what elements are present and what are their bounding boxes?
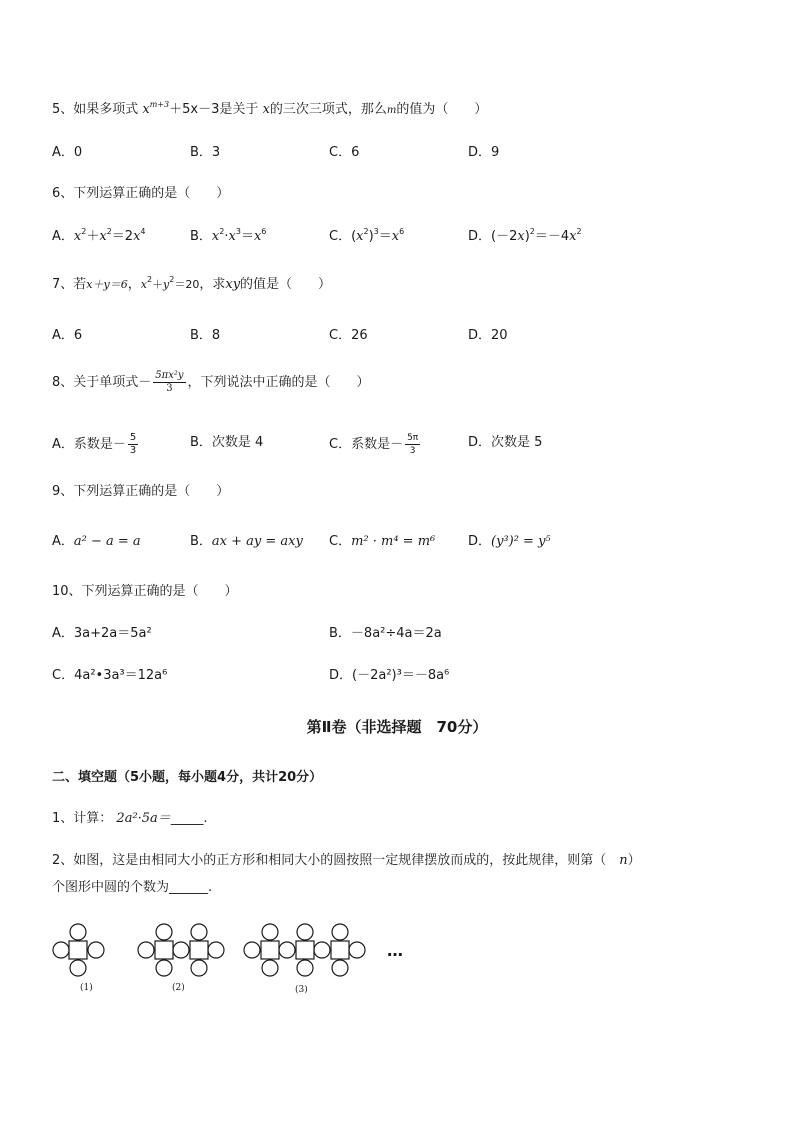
q5-prefix: 5、如果多项式 (52, 102, 139, 117)
fill2-blank: ______ (169, 880, 209, 895)
q9-a-expr: a² − a = a (73, 534, 141, 549)
q9-option-a (52, 533, 141, 551)
fill-question-2-line1 (52, 852, 641, 870)
q10-a-text: 3a+2a＝5a² (73, 626, 152, 641)
q5-poly-var: x (142, 102, 150, 117)
pattern-2-circle (173, 942, 189, 958)
pattern-3-label: (3) (295, 985, 308, 995)
pattern-2-circle (208, 942, 224, 958)
q7-cond1: x＋y＝6 (86, 278, 128, 291)
question-6-stem: 6、下列运算正确的是（ ） (52, 186, 230, 201)
q8-a-num: 5 (129, 432, 137, 443)
q10-d-label: D． (329, 668, 353, 683)
q5-poly-rest: ＋5x－3 (169, 102, 220, 117)
pattern-3-circle (262, 924, 278, 940)
q6-b-eq: ＝ (240, 229, 254, 244)
pattern-3-square (331, 941, 349, 959)
pattern-1-circle (88, 942, 104, 958)
pattern-1-square (69, 941, 87, 959)
pattern-figure-svg (52, 920, 432, 1000)
q6-a-label: A． (52, 229, 74, 244)
q9-option-b (190, 533, 303, 551)
question-5-stem (52, 101, 487, 120)
pattern-3-square (261, 941, 279, 959)
q6-c-eq: ＝ (378, 229, 392, 244)
fill1-blank: _____ (170, 811, 204, 826)
fill1-prefix: 1、计算： (52, 811, 113, 826)
q9-c-expr: m² · m⁴ = m⁶ (351, 534, 436, 549)
q6-c-eout: 3 (373, 227, 379, 236)
q8-a-label: A．系数是－ (52, 437, 126, 452)
q6-d-eout: 2 (529, 227, 535, 236)
section-2-title: 第Ⅱ卷（非选择题 70分） (306, 718, 488, 736)
q5-option-a: A．0 (52, 145, 83, 160)
fill2-line1: 2、如图，这是由相同大小的正方形和相同大小的圆按照一定规律摆放而成的，按此规律，则第（ (52, 853, 620, 868)
q6-c-post: ) (368, 229, 374, 244)
q5-option-d: D．9 (468, 145, 500, 160)
fill2-line2: 个图形中圆的个数为 (52, 880, 170, 895)
q5-tail2: 的值为（ ） (396, 102, 488, 117)
q7-cond2-plus: ＋ (152, 278, 164, 291)
q7-ask-var: xy (225, 277, 241, 292)
q6-d-e3: 2 (576, 227, 582, 236)
pattern-3-circle (297, 924, 313, 940)
pattern-1-circle (70, 924, 86, 940)
q6-b-op: · (224, 229, 229, 244)
pattern-1-label: (1) (80, 983, 93, 993)
pattern-3-circle (279, 942, 295, 958)
q6-option-c (329, 228, 404, 246)
pattern-figure (52, 920, 432, 1004)
q6-a-base3: x (133, 229, 141, 244)
q10-option-d (329, 667, 449, 685)
q8-option-c (329, 432, 422, 457)
q6-d-eq: ＝－4 (534, 229, 570, 244)
q6-a-e2: 2 (106, 227, 112, 236)
question-7-stem (52, 276, 331, 294)
pattern-2-label: (2) (172, 983, 185, 993)
q6-b-base2: x (228, 229, 236, 244)
q6-a-base2: x (99, 229, 107, 244)
q8-a-fraction (128, 432, 138, 457)
pattern-3-circle (332, 960, 348, 976)
q8-fraction (153, 370, 185, 395)
fill-question-2-line2 (52, 879, 212, 897)
q6-d-base3: x (569, 229, 577, 244)
q6-b-base1: x (211, 229, 220, 244)
q7-option-d: D．20 (468, 328, 508, 343)
q6-b-e1: 2 (219, 227, 225, 236)
q8-tail: ，下列说法中正确的是（ ） (187, 375, 370, 390)
q10-option-b (329, 625, 442, 643)
pattern-3-square (296, 941, 314, 959)
q7-comma: ， (127, 277, 141, 292)
q9-c-label: C． (329, 534, 352, 549)
q7-tail: 的值是（ ） (240, 277, 332, 292)
pattern-3-circle (262, 960, 278, 976)
pattern-2-circle (191, 960, 207, 976)
q9-option-c (329, 533, 435, 551)
q6-c-e1: 2 (363, 227, 369, 236)
q6-d-base1: x (517, 229, 525, 244)
q7-cond2-e2: 2 (169, 275, 175, 284)
pattern-2-circle (191, 924, 207, 940)
q8-c-fraction (405, 432, 420, 457)
fill2-line1-end: ） (627, 853, 641, 868)
q6-a-e1: 2 (81, 227, 87, 236)
q6-b-e2: 3 (235, 227, 241, 236)
q10-b-label: B． (329, 626, 351, 641)
pattern-3-circle (297, 960, 313, 976)
q6-a-base1: x (73, 229, 82, 244)
pattern-2-circle (156, 960, 172, 976)
pattern-3-circle (244, 942, 260, 958)
q9-b-label: B． (190, 534, 212, 549)
pattern-3 (244, 924, 365, 976)
q8-frac-den: 3 (166, 383, 173, 394)
q8-prefix: 8、关于单项式－ (52, 375, 152, 390)
q5-about-var: x (262, 102, 270, 117)
q6-a-op: ＋ (86, 229, 100, 244)
fill1-expr: 2a²·5a＝ (116, 811, 171, 826)
q6-d-post: ) (524, 229, 530, 244)
pattern-1 (53, 924, 104, 976)
q9-d-expr: (y³)² = y⁵ (491, 534, 551, 549)
q8-a-den: 3 (129, 445, 137, 456)
q7-cond2-e1: 2 (146, 275, 153, 284)
pattern-ellipsis: … (387, 941, 403, 960)
q5-poly-exp: m+3 (149, 100, 170, 109)
q10-c-text: 4a²•3a³＝12a⁶ (74, 668, 168, 683)
q6-c-base3: x (391, 229, 400, 244)
pattern-2-square (190, 941, 208, 959)
fill2-end: . (208, 880, 213, 895)
q6-a-eq: ＝2 (111, 229, 134, 244)
fill1-end: . (203, 811, 208, 826)
q6-a-e3: 4 (140, 227, 146, 236)
q8-frac-num: 5πx²y (155, 370, 184, 381)
pattern-3-circle (332, 924, 348, 940)
q8-c-den: 3 (409, 446, 416, 456)
q10-c-label: C． (52, 668, 75, 683)
q9-option-d (468, 533, 551, 551)
q8-c-num: 5π (407, 433, 419, 443)
q6-c-label: C． (329, 229, 352, 244)
pattern-2-circle (138, 942, 154, 958)
q7-cond2-eq: ＝20 (174, 278, 200, 291)
q7-option-b: B．8 (190, 328, 221, 343)
pattern-3-circle (314, 942, 330, 958)
q6-b-base3: x (253, 229, 262, 244)
q5-m-var: m (386, 105, 397, 116)
q6-b-label: B． (190, 229, 212, 244)
pattern-2-circle (156, 924, 172, 940)
q10-d-text: (－2a²)³＝－8a⁶ (352, 668, 450, 683)
q5-middle: 是关于 (219, 102, 259, 117)
q6-d-label: D． (468, 229, 492, 244)
q6-b-e3: 6 (261, 227, 267, 236)
q6-option-d (468, 228, 582, 246)
pattern-3-circle (349, 942, 365, 958)
pattern-1-circle (53, 942, 69, 958)
q10-option-a (52, 625, 152, 643)
q6-c-pre: ( (351, 229, 357, 244)
pattern-1-circle (70, 960, 86, 976)
q10-b-text: －8a²÷4a＝2a (350, 626, 442, 641)
q5-tail1: 的三次三项式，那么 (269, 102, 387, 117)
fill-question-1 (52, 810, 207, 828)
q10-a-label: A． (52, 626, 74, 641)
q8-c-label: C．系数是－ (329, 437, 404, 452)
fill-in-section-heading: 二、填空题（5小题，每小题4分，共计20分） (52, 770, 323, 785)
q7-option-c: C．26 (329, 328, 368, 343)
q10-option-c (52, 667, 167, 685)
question-9-stem: 9、下列运算正确的是（ ） (52, 484, 230, 499)
q9-a-label: A． (52, 534, 74, 549)
q9-b-expr: ax + ay = axy (211, 534, 303, 549)
pattern-2-square (155, 941, 173, 959)
q7-cond2-x: x (140, 278, 147, 291)
fill2-n: n (619, 853, 628, 868)
q6-c-e3: 6 (399, 227, 405, 236)
question-8-stem (52, 370, 370, 395)
pattern-2 (138, 924, 224, 976)
q7-prefix: 7、若 (52, 277, 87, 292)
q8-option-d: D．次数是 5 (468, 435, 543, 450)
q5-option-b: B．3 (190, 145, 221, 160)
question-10-stem: 10、下列运算正确的是（ ） (52, 584, 238, 599)
q7-cond2-y: y (163, 278, 170, 291)
q7-option-a: A．6 (52, 328, 83, 343)
q6-d-pre: (－2 (491, 229, 518, 244)
q9-d-label: D． (468, 534, 492, 549)
q8-option-a (52, 432, 140, 457)
q6-option-a (52, 228, 146, 246)
q6-option-b (190, 228, 266, 246)
q7-ask: ，求 (199, 277, 226, 292)
q6-c-base1: x (356, 229, 364, 244)
q8-option-b: B．次数是 4 (190, 435, 264, 450)
q5-option-c: C．6 (329, 145, 360, 160)
